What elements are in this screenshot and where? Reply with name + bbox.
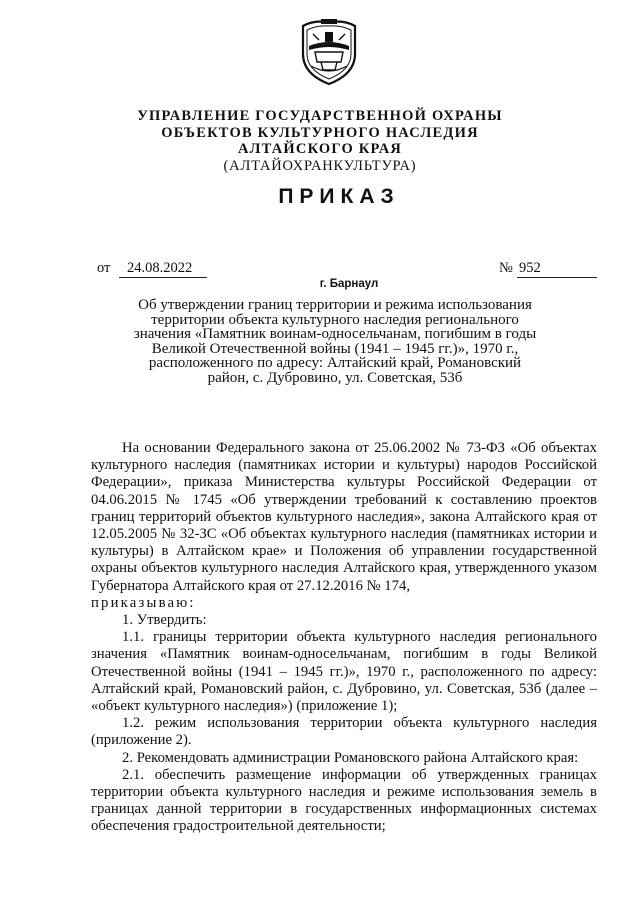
subject-line: расположенного по адресу: Алтайский край, Романовский [148,355,522,371]
clause-1-2: 1.2. режим использования территории объекта культурного наследия (приложение 2). [91,715,597,749]
document-title: ПРИКАЗ [278,185,400,208]
number-sign: № [499,260,513,276]
order-date-number-row [97,260,597,280]
subject-line: Об утверждении границ территории и режима использования [138,297,532,313]
order-word: приказываю: [91,594,196,611]
subject-line: значения «Памятник воинам-односельчанам, погибшим в годы [133,326,537,342]
agency-header [0,108,640,174]
header-line-4: (АЛТАЙОХРАНКУЛЬТУРА) [223,157,417,174]
clause-2: 2. Рекомендовать администрации Романовского района Алтайского края: [122,749,579,766]
preamble-paragraph: На основании Федерального закона от 25.06.2002 № 73-ФЗ «Об объектах культурного наследия (памятниках истории и культуры) народов Российской Федерации», приказа Министерства культуры Российской Федерации от 04.06.2015 № 1745 «Об утверждении требований к составлению проектов границ территорий объектов культурного наследия», закона Алтайского края от 12.05.2005 № 32-ЗС «Об объектах культурного наследия (памятниках истории и культуры) в Алтайском крае» и Положения об управлении государственной охраны объектов культурного наследия Алтайского края, утвержденного указом Губернатора Алтайского края от 27.12.2016 № 174, [91,440,597,594]
order-body [91,440,597,836]
order-subject [130,298,540,385]
header-line-1: УПРАВЛЕНИЕ ГОСУДАРСТВЕННОЙ ОХРАНЫ [137,108,503,124]
clause-2-1: 2.1. обеспечить размещение информации об утвержденных границах территории объекта культурного наследия и режиме использования земель в границах данной территории в государственных информационных системах обеспечения градостроительной деятельности; [91,766,597,835]
order-number: 952 [517,260,597,278]
date-prefix: от [97,260,111,276]
clause-1: 1. Утвердить: [122,612,207,629]
clause-1-1: 1.1. границы территории объекта культурного наследия регионального значения «Памятник воинам-односельчанам, погибшим в годы Великой Отечественной войны (1941 – 1945 гг.)», 1970 г., расположенного по адресу: Алтайский край, Романовский район, с. Дубровино, ул. Советская, 53б (далее – «объект культурного наследия») (приложение 1); [91,629,597,715]
city: г. Барнаул [319,278,379,290]
subject-line: район, с. Дубровино, ул. Советская, 53б [207,369,463,386]
order-date: 24.08.2022 [119,260,207,278]
header-line-3: АЛТАЙСКОГО КРАЯ [237,141,403,157]
subject-line: территории объекта культурного наследия регионального [151,311,519,328]
subject-line: Великой Отечественной войны (1941 – 1945 гг.)», 1970 г., [151,340,519,357]
header-line-2: ОБЪЕКТОВ КУЛЬТУРНОГО НАСЛЕДИЯ [161,124,479,141]
altai-krai-coat-of-arms [297,18,361,88]
